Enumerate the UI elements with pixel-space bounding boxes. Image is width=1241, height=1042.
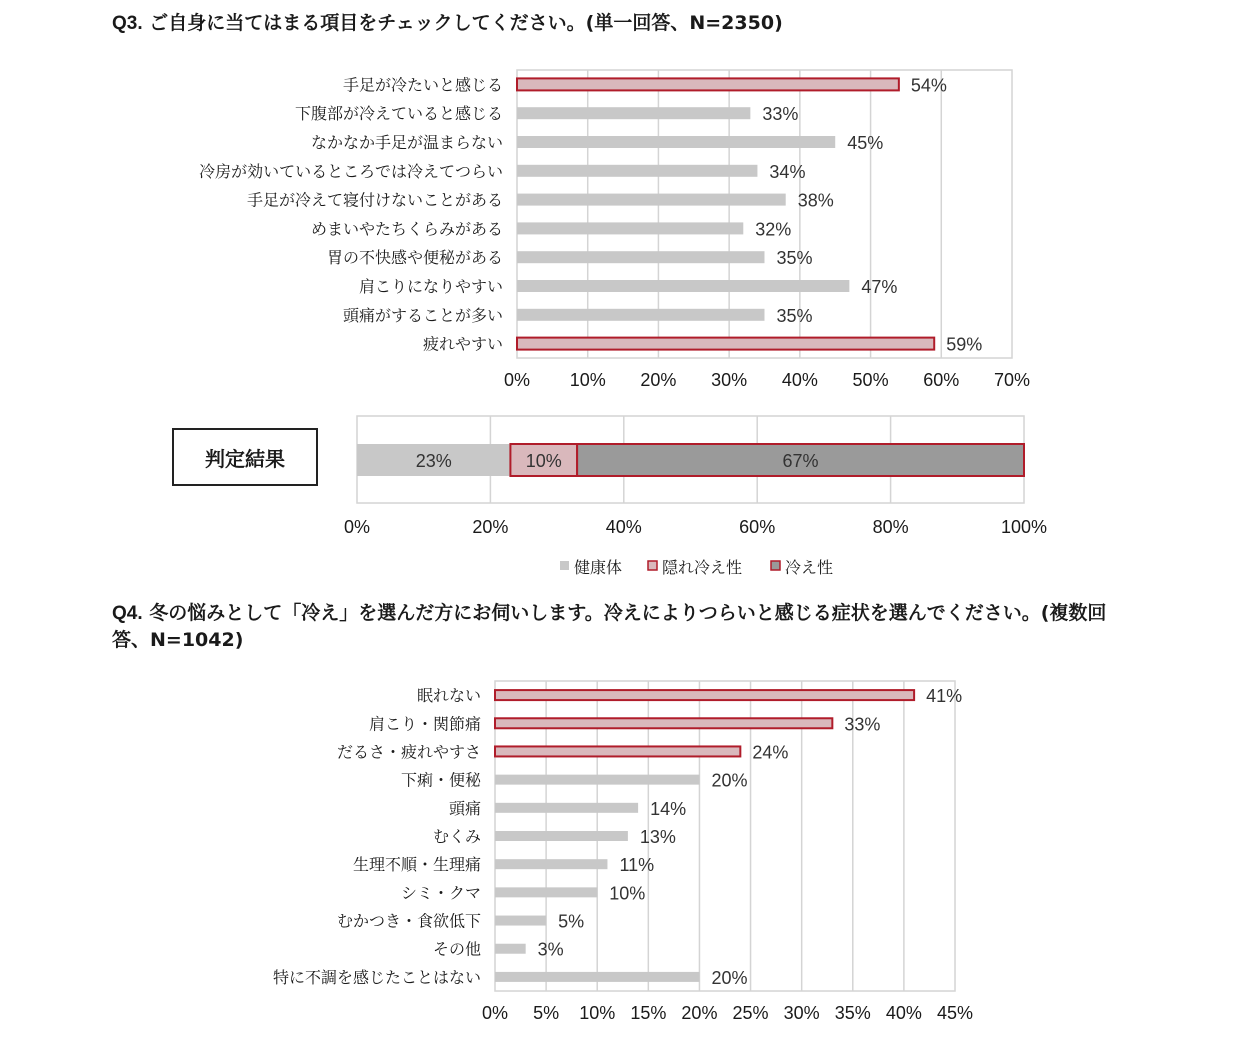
segment-label: 23% xyxy=(415,451,452,471)
data-label: 20% xyxy=(711,770,748,791)
legend-swatch xyxy=(648,561,657,570)
x-tick-label: 15% xyxy=(630,1003,667,1023)
bar xyxy=(517,107,750,119)
category-label: シミ・クマ xyxy=(400,883,481,903)
data-label: 34% xyxy=(769,161,806,182)
legend-label: 健康体 xyxy=(574,558,623,577)
category-label: 肩こりになりやすい xyxy=(358,277,503,296)
data-label: 59% xyxy=(946,334,983,355)
data-label: 41% xyxy=(926,686,963,707)
bar xyxy=(495,887,597,897)
x-tick-label: 45% xyxy=(936,1003,974,1023)
x-tick-label: 5% xyxy=(533,1003,560,1023)
bar xyxy=(517,251,765,263)
bar xyxy=(517,136,835,148)
x-tick-label: 30% xyxy=(711,370,748,390)
category-label: 頭痛がすることが多い xyxy=(342,305,503,325)
bar xyxy=(517,222,743,234)
x-tick-label: 0% xyxy=(343,517,371,537)
x-tick-label: 25% xyxy=(732,1003,769,1023)
x-tick-label: 10% xyxy=(579,1003,616,1023)
q3-title: ご自身に当てはまる項目をチェックしてください。(単一回答、N=2350) xyxy=(149,12,783,34)
category-label: 肩こり・関節痛 xyxy=(368,714,481,734)
x-tick-label: 20% xyxy=(472,517,509,537)
bar xyxy=(517,280,849,292)
x-tick-label: 70% xyxy=(993,370,1031,390)
data-label: 11% xyxy=(619,855,655,876)
data-label: 32% xyxy=(755,219,792,240)
legend-label: 冷え性 xyxy=(785,558,834,577)
bar xyxy=(495,916,546,926)
category-label: だるさ・疲れやすさ xyxy=(336,742,481,762)
category-label: 疲れやすい xyxy=(422,334,503,354)
data-label: 20% xyxy=(711,967,748,988)
category-label: 下痢・便秘 xyxy=(400,770,481,790)
category-label: 下腹部が冷えていると感じる xyxy=(294,104,503,124)
bar xyxy=(495,944,526,954)
category-label: なかなか手足が温まらない xyxy=(310,133,503,152)
category-label: その他 xyxy=(432,939,481,959)
category-label: 生理不順・生理痛 xyxy=(352,855,481,875)
q4-title: 冬の悩みとして「冷え」を選んだ方にお伺いします。冷えによりつらいと感じる症状を選んでください。(複数回答、N=1042) xyxy=(112,602,1107,651)
x-tick-label: 0% xyxy=(503,370,531,390)
x-tick-label: 60% xyxy=(923,370,960,390)
x-tick-label: 100% xyxy=(1000,517,1048,537)
x-tick-label: 20% xyxy=(640,370,677,390)
x-tick-label: 60% xyxy=(739,517,776,537)
x-tick-label: 40% xyxy=(885,1003,922,1023)
data-label: 38% xyxy=(797,190,834,211)
segment-label: 67% xyxy=(782,451,819,471)
x-tick-label: 40% xyxy=(605,517,642,537)
category-label: 頭痛 xyxy=(448,798,481,818)
x-tick-label: 80% xyxy=(872,517,909,537)
data-label: 47% xyxy=(861,277,898,297)
data-label: 35% xyxy=(776,305,813,326)
category-label: むかつき・食欲低下 xyxy=(336,911,481,931)
data-label: 24% xyxy=(752,742,789,763)
bar xyxy=(495,831,628,841)
q3-number: Q3. xyxy=(112,13,143,34)
q4-number: Q4. xyxy=(112,603,143,624)
bar xyxy=(517,309,765,321)
x-tick-label: 35% xyxy=(834,1003,871,1023)
judgement-label: 判定結果 xyxy=(172,428,318,486)
x-tick-label: 30% xyxy=(783,1003,820,1023)
x-tick-label: 40% xyxy=(781,370,818,390)
x-tick-label: 50% xyxy=(852,370,889,390)
bar xyxy=(495,803,638,813)
data-label: 45% xyxy=(847,133,884,153)
category-label: 手足が冷たいと感じる xyxy=(342,75,503,95)
bar xyxy=(517,165,757,177)
data-label: 10% xyxy=(609,883,646,904)
data-label: 5% xyxy=(558,911,585,932)
category-label: 冷房が効いているところでは冷えてつらい xyxy=(199,161,503,181)
bar xyxy=(495,718,832,728)
legend-label: 隠れ冷え性 xyxy=(662,558,743,577)
data-label: 14% xyxy=(650,798,687,819)
category-label: 手足が冷えて寝付けないことがある xyxy=(246,190,503,210)
bar xyxy=(517,194,786,206)
data-label: 33% xyxy=(844,714,881,735)
bar xyxy=(495,690,914,700)
legend-swatch xyxy=(560,561,569,570)
data-label: 3% xyxy=(537,939,564,960)
bar xyxy=(495,859,607,869)
data-label: 13% xyxy=(639,827,676,847)
bar xyxy=(517,338,934,350)
bar xyxy=(495,972,699,982)
legend-swatch xyxy=(771,561,780,570)
category-label: 眠れない xyxy=(416,686,481,706)
data-label: 35% xyxy=(776,248,813,269)
x-tick-label: 20% xyxy=(681,1003,718,1023)
category-label: 特に不調を感じたことはない xyxy=(272,967,481,987)
data-label: 33% xyxy=(762,104,799,125)
data-label: 54% xyxy=(910,75,947,96)
bar xyxy=(495,775,699,785)
bar xyxy=(495,746,740,756)
segment-label: 10% xyxy=(525,451,562,471)
category-label: 胃の不快感や便秘がある xyxy=(326,248,503,268)
bar xyxy=(517,78,899,90)
category-label: むくみ xyxy=(432,827,481,846)
x-tick-label: 0% xyxy=(481,1003,509,1023)
x-tick-label: 10% xyxy=(569,370,606,390)
category-label: めまいやたちくらみがある xyxy=(310,219,503,239)
